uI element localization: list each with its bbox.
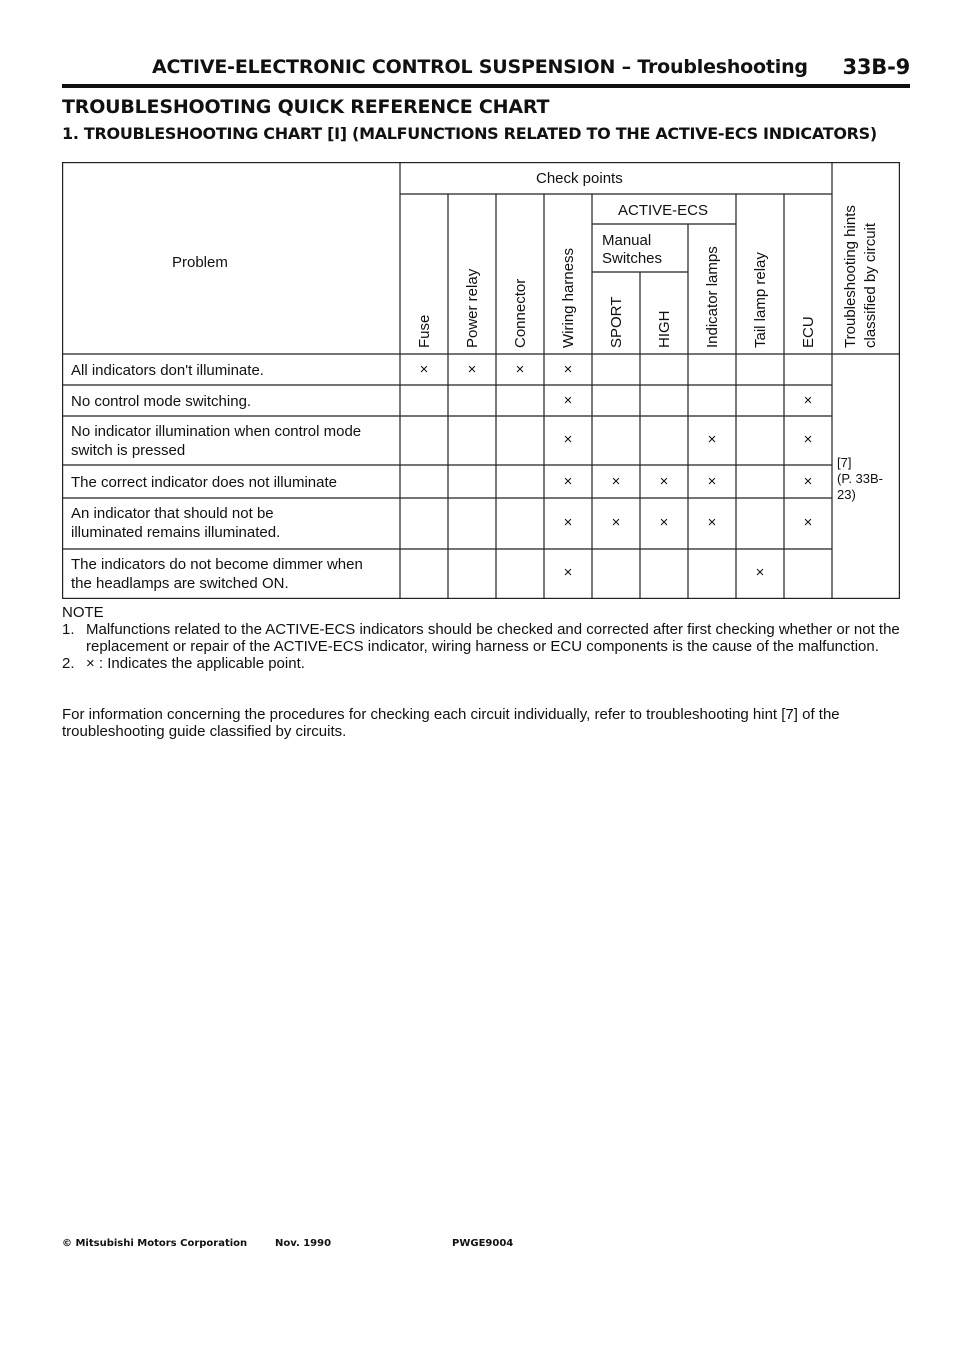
column-header-connector: Connector: [512, 278, 529, 348]
column-header-high: HIGH: [656, 310, 673, 348]
chart-title: 1. TROUBLESHOOTING CHART [I] (MALFUNCTIONS RELATED TO THE ACTIVE-ECS INDICATORS): [62, 124, 877, 143]
check-mark: ×: [659, 514, 669, 531]
check-mark: ×: [563, 431, 573, 448]
note-number-2: 2.: [62, 655, 75, 672]
notes: [62, 604, 912, 672]
check-mark: ×: [755, 564, 765, 581]
row-problem-4: The correct indicator does not illuminate: [71, 474, 337, 491]
check-mark: ×: [803, 431, 813, 448]
row-problem-6: The indicators do not become dimmer when the headlamps are switched ON.: [71, 556, 363, 592]
column-header-ecu: ECU: [800, 316, 817, 348]
check-mark: ×: [611, 473, 621, 490]
check-mark: ×: [515, 361, 525, 378]
row-problem-5: An indicator that should not be illuminated remains illuminated.: [71, 505, 281, 541]
check-mark: ×: [563, 564, 573, 581]
row-problem-3: No indicator illumination when control mode switch is pressed: [71, 423, 362, 459]
active-ecs-header: ACTIVE-ECS: [618, 202, 709, 219]
problem-header: Problem: [172, 254, 228, 271]
note-text-1: Malfunctions related to the ACTIVE-ECS indicators should be checked and corrected after first checking whether or not the replacement or repair of the ACTIVE-ECS indicator, wiring harness or ECU components is the cause of the malfunction.: [86, 621, 900, 655]
check-mark: ×: [803, 514, 813, 531]
column-header-fuse: Fuse: [416, 314, 433, 348]
page-title: TROUBLESHOOTING QUICK REFERENCE CHART: [62, 96, 550, 118]
check-mark: ×: [563, 392, 573, 409]
column-header-hints-sub: classified by circuit: [862, 222, 879, 348]
check-mark: ×: [611, 514, 621, 531]
notes-heading: NOTE: [62, 604, 104, 621]
note-item-2: [62, 655, 912, 672]
hint-reference: [837, 455, 900, 503]
column-header-power-relay: Power relay: [464, 268, 481, 348]
manual-switches-header: Manual Switches: [602, 232, 663, 267]
check-mark: ×: [803, 392, 813, 409]
column-header-tail-lamp-relay: Tail lamp relay: [752, 252, 769, 348]
check-mark: ×: [563, 361, 573, 378]
column-header-sport: SPORT: [608, 296, 625, 348]
check-mark: ×: [467, 361, 477, 378]
row-problem-2: No control mode switching.: [71, 393, 252, 410]
note-number-1: 1.: [62, 621, 75, 638]
hint-reference-page: (P. 33B-23): [837, 471, 884, 502]
check-mark: ×: [707, 431, 717, 448]
row-problem-1: All indicators don't illuminate.: [71, 362, 264, 379]
header-rule: [62, 84, 910, 88]
check-mark: ×: [707, 514, 717, 531]
footer-code: PWGE9004: [452, 1238, 514, 1249]
check-mark: ×: [659, 473, 669, 490]
note-text-2: × : Indicates the applicable point.: [86, 655, 305, 672]
column-header-hints: Troubleshooting hints: [842, 205, 859, 348]
page-number: 33B-9: [842, 55, 910, 79]
check-mark: ×: [419, 361, 429, 378]
check-points-header: Check points: [536, 170, 623, 187]
column-header-wiring-harness: Wiring harness: [560, 247, 577, 348]
column-header-indicator-lamps: Indicator lamps: [704, 246, 721, 348]
check-mark: ×: [563, 514, 573, 531]
section-title: ACTIVE-ELECTRONIC CONTROL SUSPENSION – Troubleshooting: [152, 56, 808, 78]
hint-reference-number: [7]: [837, 455, 852, 470]
troubleshooting-table: [62, 162, 900, 599]
info-paragraph: For information concerning the procedures for checking each circuit individually, refer to troubleshooting hint [7] of the troubleshooting guide classified by circuits.: [62, 706, 840, 740]
check-mark: ×: [803, 473, 813, 490]
footer-date: Nov. 1990: [275, 1238, 332, 1249]
note-item-1: [62, 621, 912, 655]
check-mark: ×: [707, 473, 717, 490]
footer-copyright: © Mitsubishi Motors Corporation: [62, 1238, 248, 1249]
check-mark: ×: [563, 473, 573, 490]
